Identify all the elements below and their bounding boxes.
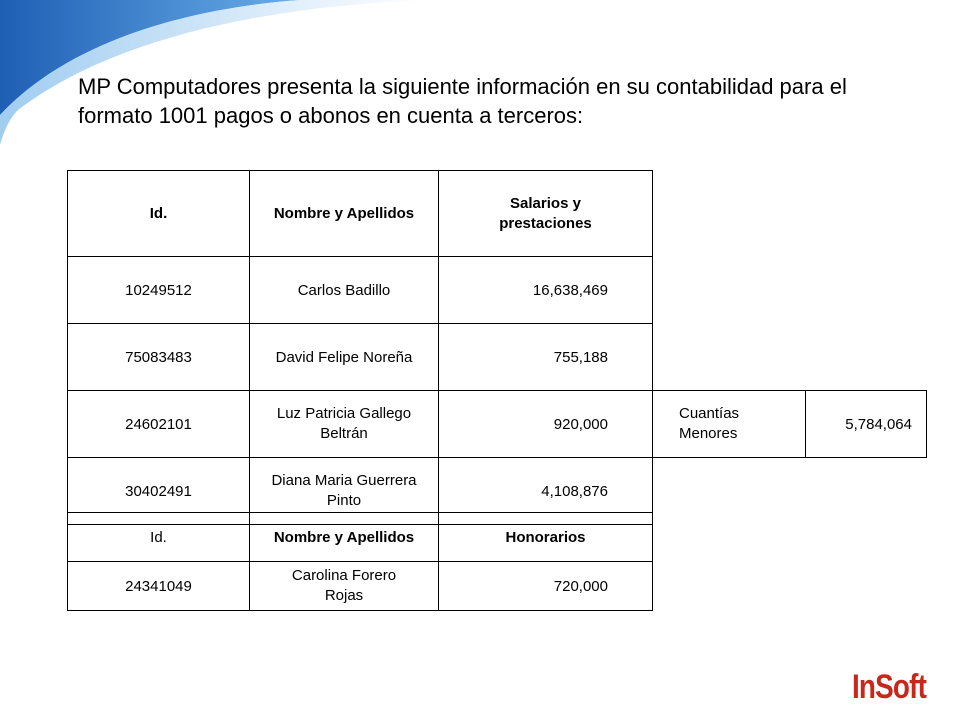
row-amount-value: 755,188 [553,348,608,366]
insoft-logo: InSoft [852,668,927,706]
spacer-cell [653,257,806,324]
header-id: Id. [68,171,250,257]
row-name [250,391,439,458]
row-id: 30402491 [68,458,250,525]
spacer-cell [653,324,806,391]
header-id: Id. [68,513,250,562]
header-name: Nombre y Apellidos [250,513,439,562]
spacer-cell [653,458,806,525]
row-amount-value: 920,000 [553,415,608,433]
row-amount-value: 720,000 [553,577,608,595]
spacer-cell [806,257,927,324]
row-name: David Felipe Noreña [250,324,439,391]
row-amount-value: 16,638,469 [532,281,608,299]
row-name-text: Luz Patricia Gallego Beltrán [276,405,412,442]
row-amount [439,324,653,391]
row-id: 10249512 [68,257,250,324]
spacer-cell [653,171,806,257]
table-row [68,324,927,391]
header-amount [439,171,653,257]
row-name-text: Carolina Forero Rojas [291,567,397,604]
row-amount [439,562,653,611]
row-id: 24602101 [68,391,250,458]
cuantias-menores-label-text: Cuantías Menores [679,405,740,442]
spacer-cell [806,324,927,391]
row-id: 24341049 [68,562,250,611]
table-header-row [68,513,653,562]
row-name [250,562,439,611]
table-row [68,391,927,458]
row-id: 75083483 [68,324,250,391]
table-row [68,257,927,324]
header-amount-label: Salarios y prestaciones [499,194,592,232]
header-name: Nombre y Apellidos [250,171,439,257]
spacer-cell [806,458,927,525]
cuantias-menores-value: 5,784,064 [806,391,927,458]
cuantias-menores-label [653,391,806,458]
honorarios-table [67,512,653,611]
salaries-table [67,170,927,525]
spacer-cell [806,171,927,257]
table-header-row [68,171,927,257]
row-amount [439,391,653,458]
table-row [68,562,653,611]
page-heading: MP Computadores presenta la siguiente información en su contabilidad para el formato 1001 pagos o abonos en cuenta a terceros: [78,74,847,128]
row-name-text: Diana Maria Guerrera Pinto [271,472,417,509]
row-amount [439,257,653,324]
row-name: Carlos Badillo [250,257,439,324]
header-amount: Honorarios [439,513,653,562]
row-amount-value: 4,108,876 [541,482,608,500]
